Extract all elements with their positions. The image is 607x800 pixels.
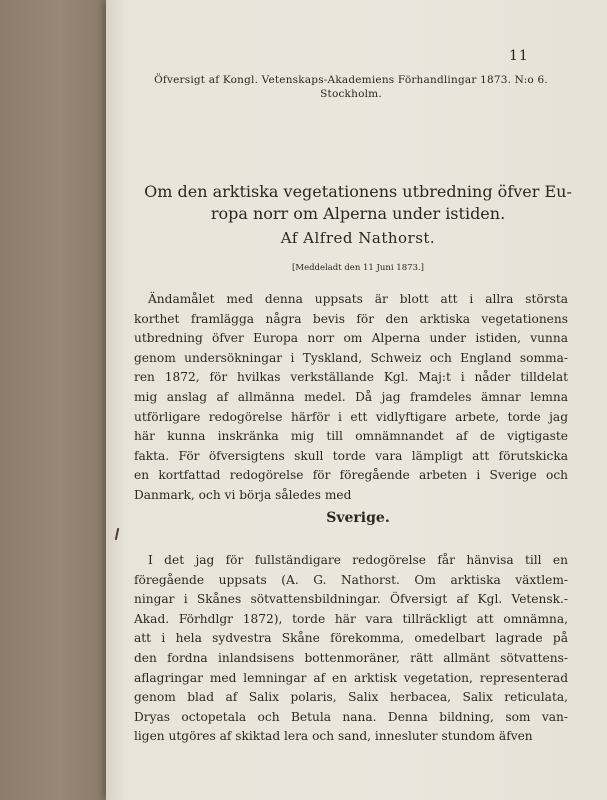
text-line: genom blad af Salix polaris, Salix herbacea, Salix reticulata, xyxy=(134,690,568,705)
text-line: ligen utgöres af skiktad lera och sand, innesluter stundom äfven xyxy=(134,729,533,744)
text-line: aflagringar med lemningar af en arktisk vegetation, representerad xyxy=(134,670,568,685)
article-title-line-1: Om den arktiska vegetationens utbredning öfver Eu- xyxy=(144,182,572,201)
text-line: den fordna inlandsisens bottenmoräner, rätt allmänt sötvattens- xyxy=(134,651,568,665)
text-line: en kortfattad redogörelse för föregående arbeten i Sverige och xyxy=(134,468,568,483)
text-line: Dryas octopetala och Betula nana. Denna bildning, som van- xyxy=(134,709,568,724)
text-line: Danmark, och vi börja således med xyxy=(134,488,352,502)
text-line: utbredning öfver Europa norr om Alperna under istiden, vunna xyxy=(134,331,568,346)
book-spine xyxy=(0,0,108,800)
text-line: Akad. Förhdlgr 1872), torde här vara tillräckligt att omnämna, xyxy=(134,611,568,626)
text-line: korthet framlägga några bevis för den arktiska vegetationens xyxy=(134,311,568,326)
running-head-place: Stockholm. xyxy=(320,88,382,100)
page-number: 11 xyxy=(509,48,529,64)
text-line: Ändamålet med denna uppsats är blott att i allra största xyxy=(148,292,568,306)
text-line: ren 1872, för hvilkas verkställande Kgl. Maj:t i nåder tilldelat xyxy=(134,370,568,385)
text-line: föregående uppsats (A. G. Nathorst. Om arktiska växtlem- xyxy=(134,572,568,587)
author-line: Af Alfred Nathorst. xyxy=(280,229,436,247)
text-line: genom undersökningar i Tyskland, Schweiz och England somma- xyxy=(134,350,568,365)
text-line: mig anslag af allmänna medel. Då jag framdeles ämnar lemna xyxy=(134,390,568,404)
communicated-date: [Meddeladt den 11 Juni 1873.] xyxy=(292,263,424,273)
article-title-line-2: ropa norr om Alperna under istiden. xyxy=(210,204,506,223)
running-head: Öfversigt af Kongl. Vetenskaps-Akademiens Förhandlingar 1873. N:o 6. xyxy=(154,74,548,86)
section-heading: Sverige. xyxy=(326,510,390,526)
text-line: att i hela sydvestra Skåne förekomma, omedelbart lagrade på xyxy=(134,631,568,646)
text-line: fakta. För öfversigtens skull torde vara lämpligt att förutskicka xyxy=(134,448,568,463)
text-line: här kunna inskränka mig till omnämnandet af de vigtigaste xyxy=(134,429,568,444)
text-line: I det jag för fullständigare redogörelse får hänvisa till en xyxy=(148,553,568,567)
text-line: ningar i Skånes sötvattensbildningar. Öfversigt af Kgl. Vetensk.- xyxy=(134,592,568,607)
document-page xyxy=(106,0,607,800)
text-line: utförligare redogörelse härför i ett vidlyftigare arbete, torde jag xyxy=(134,409,568,424)
